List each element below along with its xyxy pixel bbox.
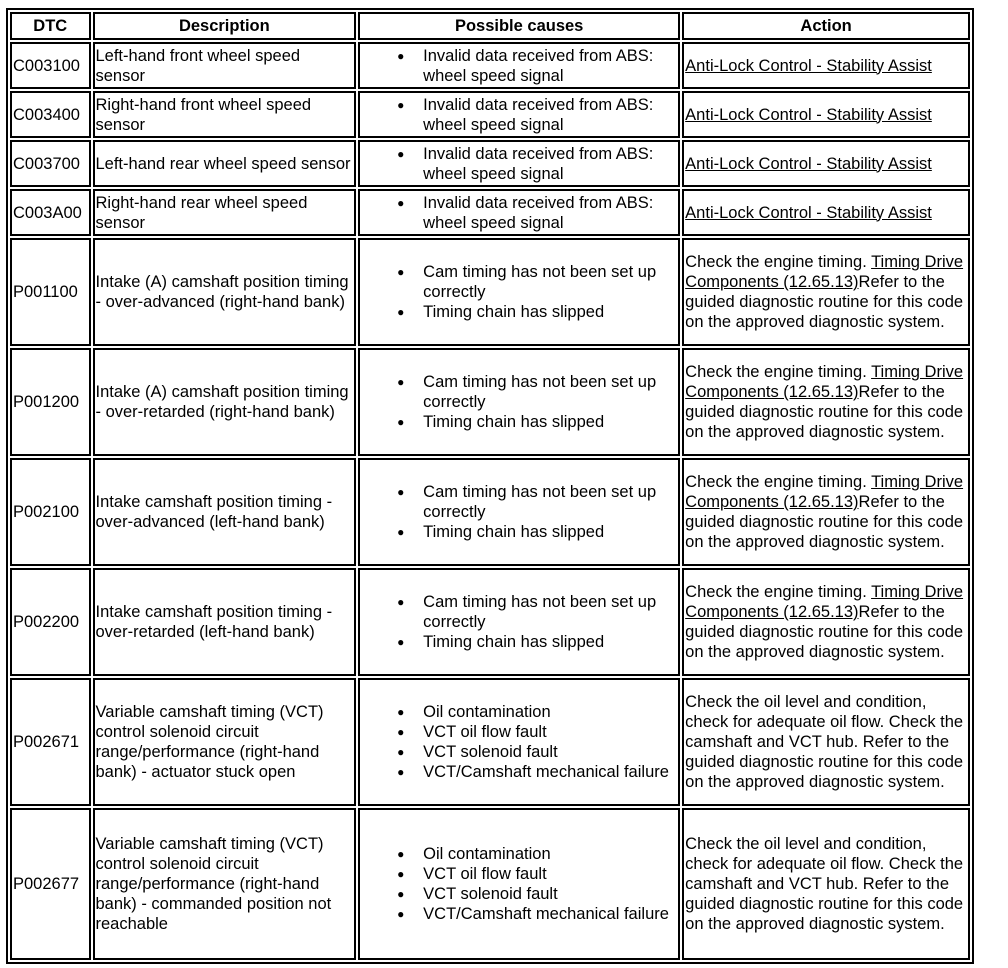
- causes-list: [361, 144, 677, 184]
- cause-item: ● Cam timing has not been set up correctly: [397, 592, 677, 632]
- dtc-description: Variable camshaft timing (VCT) control solenoid circuit range/performance (right-hand bank) - actuator stuck open: [93, 678, 357, 806]
- dtc-code: P002200: [10, 568, 91, 676]
- dtc-code: C003700: [10, 140, 91, 187]
- possible-causes: [358, 238, 680, 346]
- action-cell: [682, 348, 970, 456]
- table-row: [10, 808, 970, 960]
- action-text: Check the engine timing.: [685, 253, 872, 271]
- dtc-description: Intake (A) camshaft position timing - over-retarded (right-hand bank): [93, 348, 357, 456]
- action-link[interactable]: Anti-Lock Control - Stability Assist: [685, 203, 932, 222]
- action-text: Check the oil level and condition, check for adequate oil flow. Check the camshaft and VCT hub. Refer to the guided diagnostic routine for this code on the approved diagnostic system.: [685, 835, 964, 933]
- dtc-code: P001200: [10, 348, 91, 456]
- dtc-description: Left-hand rear wheel speed sensor: [93, 140, 357, 187]
- cause-item: ● Timing chain has slipped: [397, 412, 677, 432]
- possible-causes: [358, 808, 680, 960]
- action-cell: [682, 808, 970, 960]
- cause-item: ● Cam timing has not been set up correctly: [397, 262, 677, 302]
- dtc-description: Intake camshaft position timing - over-retarded (left-hand bank): [93, 568, 357, 676]
- cause-item: ● Cam timing has not been set up correctly: [397, 372, 677, 412]
- action-cell: [682, 458, 970, 566]
- cause-item: ● Timing chain has slipped: [397, 302, 677, 322]
- cause-item: ● Invalid data received from ABS: wheel speed signal: [397, 193, 677, 233]
- possible-causes: [358, 91, 680, 138]
- causes-list: [361, 262, 677, 322]
- possible-causes: [358, 458, 680, 566]
- action-text: Check the engine timing.: [685, 363, 872, 381]
- causes-list: [361, 844, 677, 924]
- cause-item: ● VCT solenoid fault: [397, 742, 677, 762]
- possible-causes: [358, 42, 680, 89]
- dtc-description: Right-hand rear wheel speed sensor: [93, 189, 357, 236]
- action-cell: [682, 140, 970, 187]
- header-row: [10, 12, 970, 40]
- action-link[interactable]: Timing Drive Components (12.65.13): [685, 583, 964, 621]
- action-text: Check the engine timing.: [685, 583, 872, 601]
- table-row: [10, 140, 970, 187]
- cause-item: ● VCT solenoid fault: [397, 884, 677, 904]
- causes-list: [361, 372, 677, 432]
- cause-item: ● Oil contamination: [397, 844, 677, 864]
- possible-causes: [358, 678, 680, 806]
- action-link[interactable]: Anti-Lock Control - Stability Assist: [685, 154, 932, 173]
- cause-item: ● VCT oil flow fault: [397, 864, 677, 884]
- cause-item: ● Invalid data received from ABS: wheel speed signal: [397, 95, 677, 135]
- action-text: Check the engine timing.: [685, 473, 872, 491]
- action-text-continued: Refer to the guided diagnostic routine for this code on the approved diagnostic system.: [685, 383, 964, 441]
- action-text-continued: Refer to the guided diagnostic routine for this code on the approved diagnostic system.: [685, 273, 964, 331]
- action-text-continued: Refer to the guided diagnostic routine for this code on the approved diagnostic system.: [685, 493, 964, 551]
- dtc-description: Variable camshaft timing (VCT) control solenoid circuit range/performance (right-hand bank) - commanded position not reachable: [93, 808, 357, 960]
- dtc-code: P002100: [10, 458, 91, 566]
- dtc-code: P001100: [10, 238, 91, 346]
- dtc-code: P002671: [10, 678, 91, 806]
- cause-item: ● VCT/Camshaft mechanical failure: [397, 904, 677, 924]
- possible-causes: [358, 140, 680, 187]
- table-row: [10, 189, 970, 236]
- table-row: [10, 348, 970, 456]
- dtc-code: C003400: [10, 91, 91, 138]
- possible-causes: [358, 568, 680, 676]
- action-cell: [682, 189, 970, 236]
- action-link[interactable]: Anti-Lock Control - Stability Assist: [685, 56, 932, 75]
- cause-item: ● Timing chain has slipped: [397, 522, 677, 542]
- table-row: [10, 458, 970, 566]
- causes-list: [361, 482, 677, 542]
- action-link[interactable]: Timing Drive Components (12.65.13): [685, 253, 964, 291]
- action-cell: [682, 678, 970, 806]
- cause-item: ● VCT/Camshaft mechanical failure: [397, 762, 677, 782]
- possible-causes: [358, 348, 680, 456]
- dtc-table: [6, 8, 974, 964]
- dtc-code: C003100: [10, 42, 91, 89]
- causes-list: [361, 95, 677, 135]
- action-text-continued: Refer to the guided diagnostic routine for this code on the approved diagnostic system.: [685, 603, 964, 661]
- table-row: [10, 568, 970, 676]
- header-causes: Possible causes: [358, 12, 680, 40]
- causes-list: [361, 193, 677, 233]
- table-row: [10, 238, 970, 346]
- cause-item: ● Oil contamination: [397, 702, 677, 722]
- causes-list: [361, 46, 677, 86]
- action-text: Check the oil level and condition, check for adequate oil flow. Check the camshaft and VCT hub. Refer to the guided diagnostic routine for this code on the approved diagnostic system.: [685, 693, 964, 791]
- action-link[interactable]: Timing Drive Components (12.65.13): [685, 473, 964, 511]
- cause-item: ● Cam timing has not been set up correctly: [397, 482, 677, 522]
- cause-item: ● VCT oil flow fault: [397, 722, 677, 742]
- cause-item: ● Invalid data received from ABS: wheel speed signal: [397, 144, 677, 184]
- dtc-description: Intake camshaft position timing - over-advanced (left-hand bank): [93, 458, 357, 566]
- dtc-code: P002677: [10, 808, 91, 960]
- possible-causes: [358, 189, 680, 236]
- dtc-code: C003A00: [10, 189, 91, 236]
- dtc-description: Right-hand front wheel speed sensor: [93, 91, 357, 138]
- header-action: Action: [682, 12, 970, 40]
- action-cell: [682, 91, 970, 138]
- header-description: Description: [93, 12, 357, 40]
- cause-item: ● Invalid data received from ABS: wheel speed signal: [397, 46, 677, 86]
- cause-item: ● Timing chain has slipped: [397, 632, 677, 652]
- causes-list: [361, 592, 677, 652]
- header-dtc: DTC: [10, 12, 91, 40]
- action-link[interactable]: Anti-Lock Control - Stability Assist: [685, 105, 932, 124]
- table-row: [10, 42, 970, 89]
- action-cell: [682, 42, 970, 89]
- table-row: [10, 678, 970, 806]
- action-cell: [682, 568, 970, 676]
- table-body: [10, 42, 970, 960]
- table-row: [10, 91, 970, 138]
- action-link[interactable]: Timing Drive Components (12.65.13): [685, 363, 964, 401]
- action-cell: [682, 238, 970, 346]
- causes-list: [361, 702, 677, 782]
- dtc-description: Left-hand front wheel speed sensor: [93, 42, 357, 89]
- dtc-description: Intake (A) camshaft position timing - over-advanced (right-hand bank): [93, 238, 357, 346]
